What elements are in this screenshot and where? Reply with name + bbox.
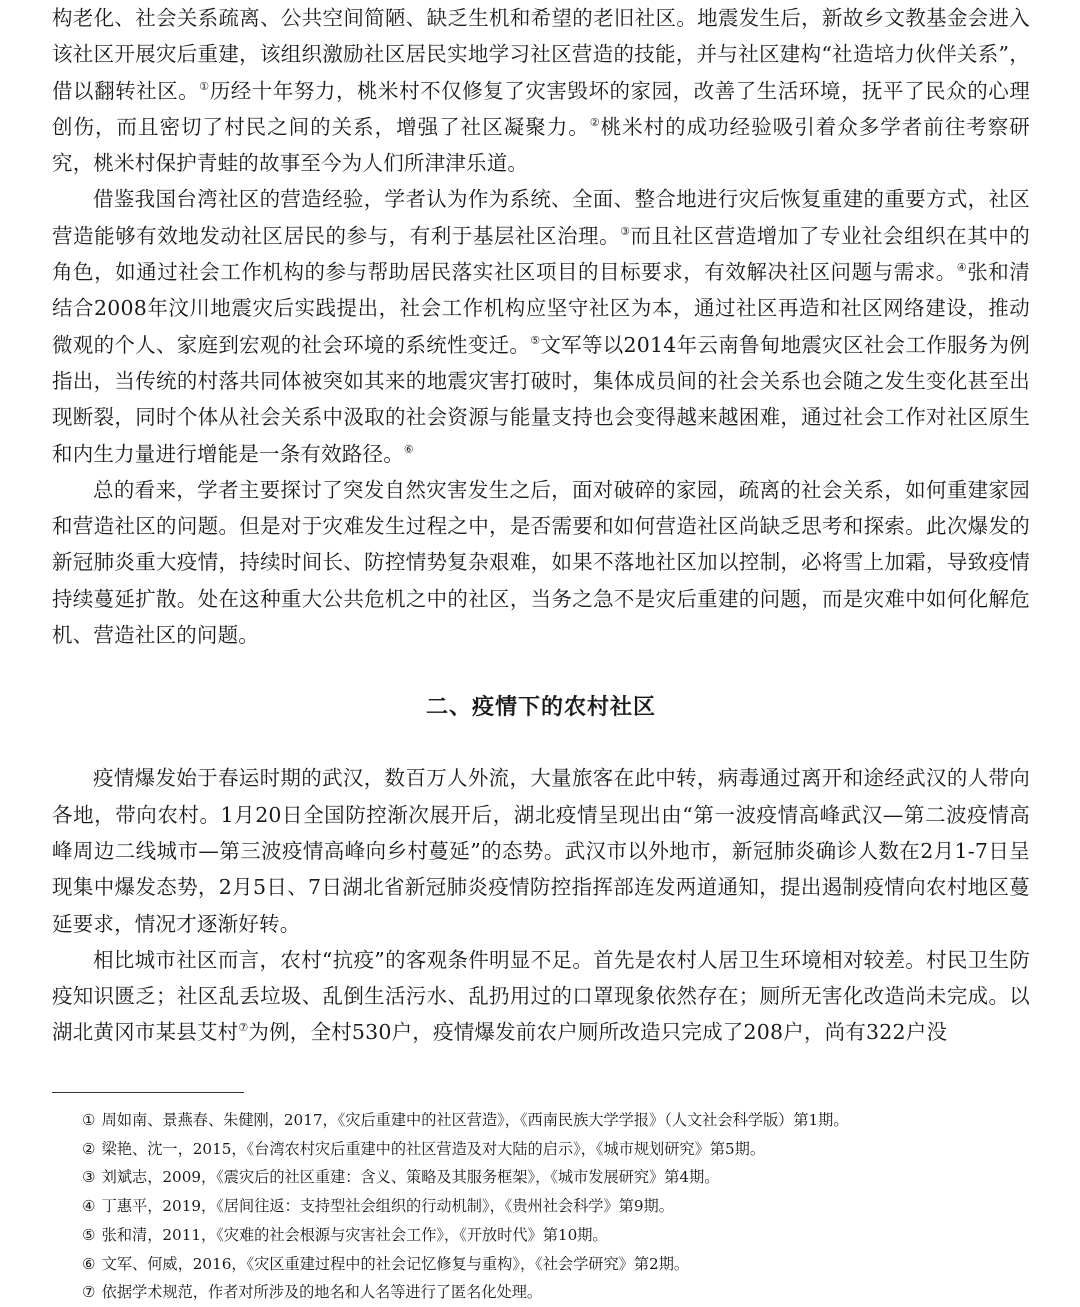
- text-run: 相比城市社区而言，农村“抗疫”的客观条件明显不足。首先是农村人居卫生环境相对较差。村民卫生防疫知识匮乏；社区乱丢垃圾、乱倒生活污水、乱扔用过的口罩现象依然存在；厕所无害化改造尚未完成。以湖北黄冈市某县艾村: [52, 947, 1030, 1045]
- footnote-reference: ⑥: [403, 442, 414, 456]
- footnote-item: [82, 1278, 1030, 1307]
- footnote-item: [82, 1250, 1030, 1279]
- text-run: 构老化、社会关系疏离、公共空间简陋、缺乏生机和希望的老旧社区。地震发生后，新故乡文教基金会进入该社区开展灾后重建，该组织激励社区居民实地学习社区营造的技能，并与社区建构“社造培力伙伴关系”，借以翻转社区。: [52, 6, 1030, 103]
- text-run: 总的看来，学者主要探讨了突发自然灾害发生之后，面对破碎的家园，疏离的社会关系，如何重建家园和营造社区的问题。但是对于灾难发生过程之中，是否需要和如何营造社区尚缺乏思考和探索。此次爆发的新冠肺炎重大疫情，持续时间长、防控情势复杂艰难，如果不落地社区加以控制，必将雪上加霜，导致疫情持续蔓延扩散。处在这种重大公共危机之中的社区，当务之急不是灾后重建的问题，而是灾难中如何化解危机、营造社区的问题。: [52, 477, 1030, 648]
- body-text-bottom: [52, 760, 1030, 1050]
- paragraph: [52, 760, 1030, 941]
- footnote-list: [82, 1106, 1030, 1307]
- footnote-reference: ④: [956, 261, 968, 275]
- footnote-number: ②: [82, 1139, 96, 1158]
- footnote-number: ①: [82, 1111, 96, 1129]
- footnote-text: 刘斌志，2009，《震灾后的社区重建：含义、策略及其服务框架》，《城市发展研究》第4期。: [101, 1168, 720, 1187]
- paragraph: [52, 0, 1030, 181]
- footnote-reference: ⑤: [530, 333, 541, 347]
- footnote-number: ④: [82, 1197, 96, 1216]
- footnote-text: 丁惠平，2019，《居间往返：支持型社会组织的行动机制》，《贵州社会科学》第9期。: [101, 1197, 674, 1216]
- text-run: 历经十年努力，桃米村不仅修复了灾害毁坏的家园，改善了生活环境，抚平了民众的心理创伤，而且密切了村民之间的关系，增强了社区凝聚力。: [52, 78, 1030, 139]
- footnote-reference: ⑦: [238, 1021, 249, 1035]
- footnote-number: ⑦: [82, 1283, 96, 1302]
- footnote-item: [82, 1163, 1030, 1192]
- text-run: 而且社区营造增加了专业社会组织在其中的角色，如通过社会工作机构的参与帮助居民落实社区项目的目标要求，有效解决社区问题与需求。: [52, 223, 1030, 285]
- section-heading: 二、疫情下的农村社区: [425, 694, 656, 721]
- text-run: 借鉴我国台湾社区的营造经验，学者认为作为系统、全面、整合地进行灾后恢复重建的重要方式，社区营造能够有效地发动社区居民的参与，有利于基层社区治理。: [52, 187, 1030, 248]
- footnote-text: 文军、何威，2016，《灾区重建过程中的社会记忆修复与重构》，《社会学研究》第2期。: [101, 1254, 690, 1273]
- footnote-text: 依据学术规范，作者对所涉及的地名和人名等进行了匿名化处理。: [101, 1283, 543, 1302]
- footnote-number: ③: [82, 1168, 96, 1187]
- text-run: 文军等以2014年云南鲁甸地震灾区社会工作服务为例指出，当传统的村落共同体被突如其来的地震灾害打破时，集体成员间的社会关系也会随之发生变化甚至出现断裂，同时个体从社会关系中汲取的社会资源与能量支持也会变得越来越困难，通过社会工作对社区原生和内生力量进行增能是一条有效路径。: [52, 332, 1031, 466]
- paragraph: [52, 181, 1030, 471]
- footnote-text: 梁艳、沈一，2015，《台湾农村灾后重建中的社区营造及对大陆的启示》，《城市规划研究》第5期。: [101, 1139, 766, 1158]
- footnote-item: [82, 1135, 1030, 1164]
- paragraph: [52, 942, 1030, 1051]
- footnote-item: [82, 1221, 1030, 1250]
- text-run: 桃米村的成功经验吸引着众多学者前往考察研究，桃米村保护青蛙的故事至今为人们所津津乐道。: [52, 114, 1031, 176]
- body-text-top: [52, 0, 1030, 653]
- footnote-text: 张和清，2011，《灾难的社会根源与灾害社会工作》，《开放时代》第10期。: [101, 1225, 608, 1244]
- footnote-item: [82, 1106, 1030, 1135]
- footnote-reference: ③: [620, 224, 631, 238]
- footnote-text: 周如南、景燕春、朱健刚，2017，《灾后重建中的社区营造》，《西南民族大学学报》（人文社会科学版）第1期。: [101, 1111, 849, 1129]
- paragraph: [52, 472, 1030, 653]
- text-run: 张和清结合2008年汶川地震灾后实践提出，社会工作机构应坚守社区为本，通过社区再造和社区网络建设，推动微观的个人、家庭到宏观的社会环境的系统性变迁。: [52, 260, 1030, 357]
- footnote-divider: [52, 1092, 244, 1093]
- footnote-reference: ②: [589, 116, 601, 130]
- text-run: 疫情爆发始于春运时期的武汉，数百万人外流，大量旅客在此中转，病毒通过离开和途经武汉的人带向各地，带向农村。1月20日全国防控渐次展开后，湖北疫情呈现出由“第一波疫情高峰武汉—第二波疫情高峰周边二线城市—第三波疫情高峰向乡村蔓延”的态势。武汉市以外地市，新冠肺炎确诊人数在2月1-7日呈现集中爆发态势，2月5日、7日湖北省新冠肺炎疫情防控指挥部连发两道通知，提出遏制疫情向农村地区蔓延要求，情况才逐渐好转。: [52, 766, 1030, 936]
- footnote-item: [82, 1192, 1030, 1221]
- page-body: [52, 0, 1030, 1051]
- text-run: 为例，全村530户，疫情爆发前农户厕所改造只完成了208户，尚有322户没: [248, 1020, 948, 1045]
- footnote-reference: ①: [199, 79, 210, 93]
- footnote-number: ⑤: [82, 1225, 96, 1244]
- footnote-number: ⑥: [82, 1254, 96, 1273]
